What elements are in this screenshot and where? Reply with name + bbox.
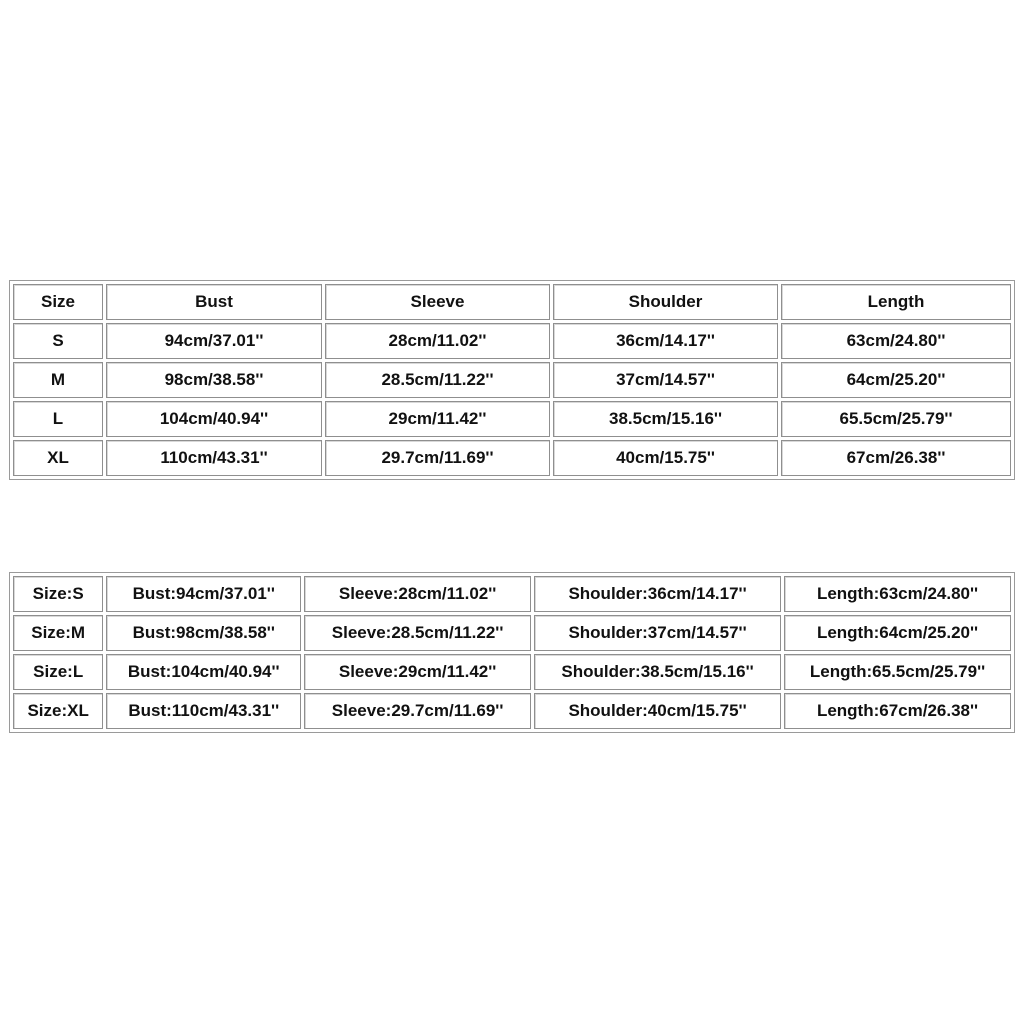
table-cell: Size:S xyxy=(13,576,103,612)
table-cell: Bust:94cm/37.01'' xyxy=(106,576,301,612)
table-cell: 38.5cm/15.16'' xyxy=(553,401,778,437)
table-cell: M xyxy=(13,362,103,398)
table-cell: 28cm/11.02'' xyxy=(325,323,550,359)
table-cell: Sleeve:29cm/11.42'' xyxy=(304,654,531,690)
table-row xyxy=(13,654,1011,690)
table-cell: 28.5cm/11.22'' xyxy=(325,362,550,398)
table-cell: 110cm/43.31'' xyxy=(106,440,322,476)
table-cell: Size:L xyxy=(13,654,103,690)
table-cell: 67cm/26.38'' xyxy=(781,440,1011,476)
table-cell: 94cm/37.01'' xyxy=(106,323,322,359)
size-chart-table xyxy=(9,280,1015,480)
header-cell-shoulder: Shoulder xyxy=(553,284,778,320)
table-cell: Shoulder:40cm/15.75'' xyxy=(534,693,781,729)
table-cell: Shoulder:36cm/14.17'' xyxy=(534,576,781,612)
table-cell: Bust:110cm/43.31'' xyxy=(106,693,301,729)
table-cell: Size:XL xyxy=(13,693,103,729)
table-row xyxy=(13,323,1011,359)
table-row xyxy=(13,362,1011,398)
table-cell: L xyxy=(13,401,103,437)
table-row xyxy=(13,401,1011,437)
table-cell: Size:M xyxy=(13,615,103,651)
table-cell: 63cm/24.80'' xyxy=(781,323,1011,359)
table-cell: 29cm/11.42'' xyxy=(325,401,550,437)
table-cell: Sleeve:28cm/11.02'' xyxy=(304,576,531,612)
size-chart-labeled-table xyxy=(9,572,1015,733)
table-cell: Length:67cm/26.38'' xyxy=(784,693,1011,729)
table-cell: Sleeve:28.5cm/11.22'' xyxy=(304,615,531,651)
table-cell: 98cm/38.58'' xyxy=(106,362,322,398)
table-row xyxy=(13,693,1011,729)
table-cell: Shoulder:38.5cm/15.16'' xyxy=(534,654,781,690)
table-cell: 37cm/14.57'' xyxy=(553,362,778,398)
table-header-row xyxy=(13,284,1011,320)
table-cell: Length:64cm/25.20'' xyxy=(784,615,1011,651)
table-cell: S xyxy=(13,323,103,359)
table-row xyxy=(13,576,1011,612)
table-row xyxy=(13,440,1011,476)
table-cell: Bust:98cm/38.58'' xyxy=(106,615,301,651)
table-cell: Shoulder:37cm/14.57'' xyxy=(534,615,781,651)
table-cell: Length:65.5cm/25.79'' xyxy=(784,654,1011,690)
table-cell: Bust:104cm/40.94'' xyxy=(106,654,301,690)
table-cell: Sleeve:29.7cm/11.69'' xyxy=(304,693,531,729)
table-cell: 104cm/40.94'' xyxy=(106,401,322,437)
table-row xyxy=(13,615,1011,651)
header-cell-sleeve: Sleeve xyxy=(325,284,550,320)
table-cell: 29.7cm/11.69'' xyxy=(325,440,550,476)
table-cell: Length:63cm/24.80'' xyxy=(784,576,1011,612)
table-cell: 36cm/14.17'' xyxy=(553,323,778,359)
header-cell-bust: Bust xyxy=(106,284,322,320)
table-cell: 65.5cm/25.79'' xyxy=(781,401,1011,437)
header-cell-size: Size xyxy=(13,284,103,320)
table-cell: 40cm/15.75'' xyxy=(553,440,778,476)
table-cell: XL xyxy=(13,440,103,476)
header-cell-length: Length xyxy=(781,284,1011,320)
table-cell: 64cm/25.20'' xyxy=(781,362,1011,398)
